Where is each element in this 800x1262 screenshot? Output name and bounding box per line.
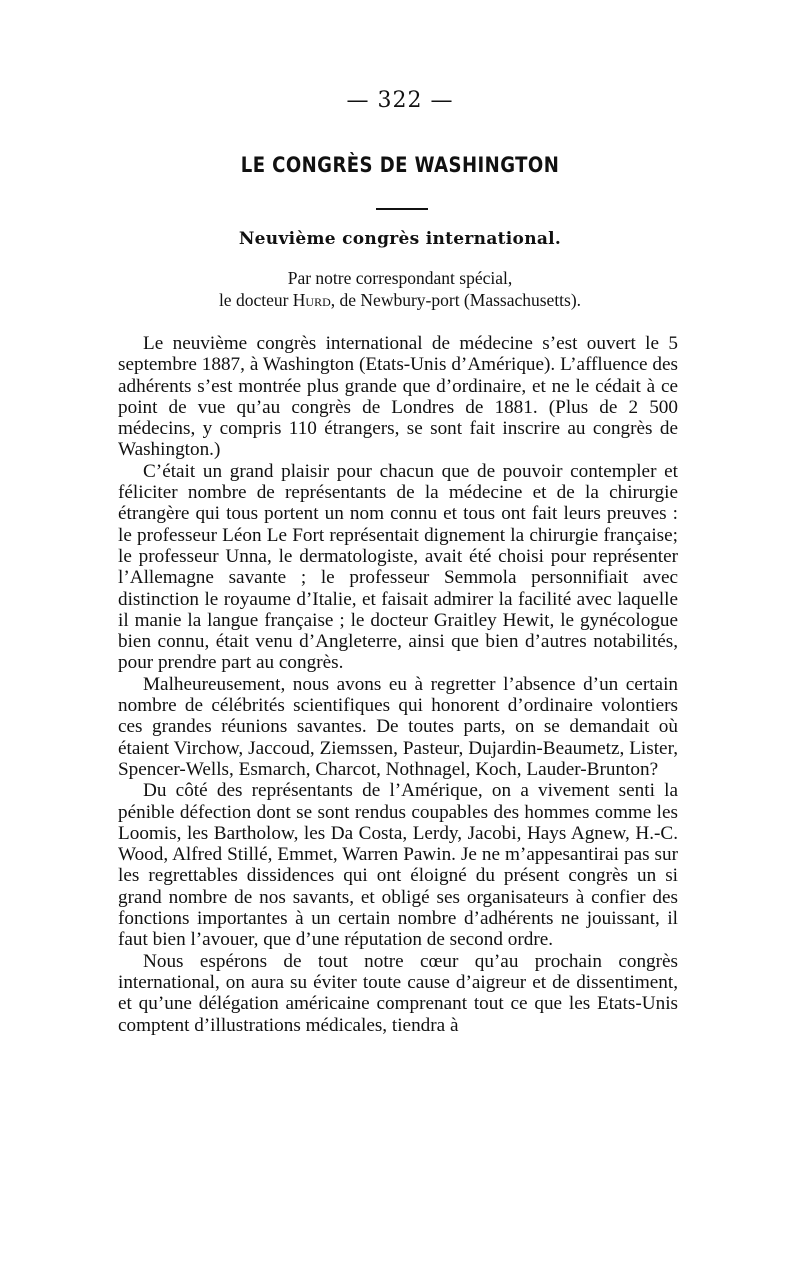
title-divider bbox=[376, 208, 428, 210]
article-subtitle: Neuvième congrès international. bbox=[238, 229, 562, 249]
paragraph: C’était un grand plaisir pour chacun que de pouvoir contempler et féliciter nombre de représentants de la médecine et de la chirurgie étrangère qui tous portent un nom connu et tous ont fait leurs preuves : le professeur Léon Le Fort représentait dignement la chirurgie française; le professeur Unna, le dermatologiste, avait été choisi pour représenter l’Allemagne savante ; le professeur Semmola personnifiait avec distinction le royaume d’Italie, et faisait admirer la facilité avec laquelle il manie la langue française ; le docteur Graitley Hewit, le gynécologue bien connu, était venu d’Angleterre, ainsi que bien d’autres notabilités, pour prendre part au congrès. bbox=[118, 460, 678, 674]
paragraph: Malheureusement, nous avons eu à regretter l’absence d’un certain nombre de célébrités scientifiques qui honorent d’ordinaire volontiers ces grandes réunions savantes. De toutes parts, on se demandait où étaient Virchow, Jaccoud, Ziemssen, Pasteur, Dujardin-Beaumetz, Lister, Spencer-Wells, Esmarch, Charcot, Nothnagel, Koch, Lauder-Brunton? bbox=[118, 673, 678, 780]
byline-line-1: Par notre correspondant spécial, bbox=[287, 268, 513, 288]
article-title: LE CONGRÈS DE WASHINGTON bbox=[240, 153, 560, 177]
page-number: — 322 — bbox=[346, 88, 454, 113]
article-body bbox=[118, 333, 678, 1036]
paragraph: Du côté des représentants de l’Amérique, on a vivement senti la pénible défection dont se sont rendus coupables des hommes comme les Loomis, les Bartholow, les Da Costa, Lerdy, Jacobi, Hays Agnew, H.-C. Wood, Alfred Stillé, Emmet, Warren Pawin. Je ne m’appesantirai pas sur les regrettables dissidences qui ont éloigné du présent congrès un si grand nombre de nos savants, et obligé ses organisateurs à confier des fonctions importantes à un certain nombre d’adhérents ne jouissant, il faut bien l’avouer, que d’une réputation de second ordre. bbox=[118, 780, 678, 951]
paragraph: Le neuvième congrès international de médecine s’est ouvert le 5 septembre 1887, à Washington (Etats-Unis d’Amérique). L’affluence des adhérents s’est montrée plus grande que d’ordinaire, et ne le cédait à ce point de vue qu’au congrès de Londres de 1881. (Plus de 2 500 médecins, y compris 110 étrangers, se sont fait inscrire au congrès de Washington.) bbox=[118, 333, 678, 461]
paragraph: Nous espérons de tout notre cœur qu’au prochain congrès international, on aura su éviter toute cause d’aigreur et de dissentiment, et qu’une délégation américaine comprenant tout ce que les Etats-Unis comptent d’illustrations médicales, tiendra à bbox=[118, 950, 678, 1036]
byline-prefix: le docteur bbox=[218, 290, 293, 310]
byline-line-2 bbox=[0, 290, 800, 311]
byline-author: Hurd bbox=[292, 290, 331, 310]
byline-suffix: , de Newbury-port (Massachusetts). bbox=[330, 290, 582, 310]
